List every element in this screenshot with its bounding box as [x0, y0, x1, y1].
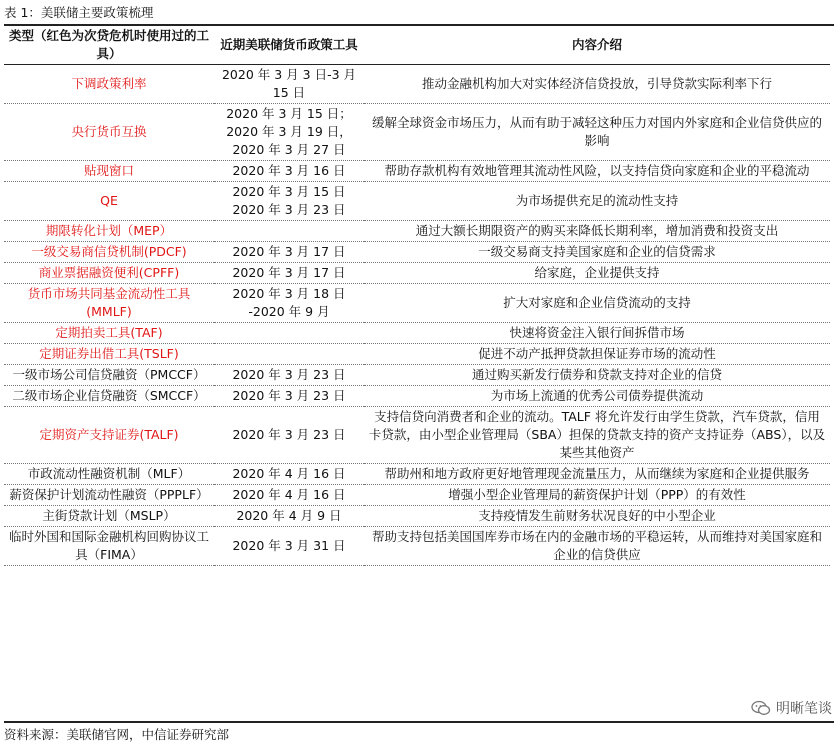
date-line: 2020 年 3 月 23 日	[232, 202, 346, 217]
source-note: 资料来源：美联储官网，中信证券研究部	[4, 727, 230, 742]
date-line: 2020 年 4 月 16 日	[232, 487, 346, 502]
table-header-row	[4, 26, 830, 65]
table-row	[4, 386, 830, 407]
cell-type: 定期证券出借工具(TSLF)	[4, 344, 214, 365]
date-line: 2020 年 4 月 16 日	[232, 466, 346, 481]
header-desc: 内容介绍	[364, 26, 830, 65]
watermark-text: 明晰笔谈	[776, 701, 832, 717]
date-line: 2020 年 3 月 23 日	[232, 388, 346, 403]
date-line: 2020 年 3 月 18 日	[232, 286, 346, 301]
date-line: 2020 年 3 月 19 日，	[226, 124, 352, 139]
cell-type: 期限转化计划（MEP）	[4, 221, 214, 242]
cell-type: 定期资产支持证券(TALF)	[4, 407, 214, 464]
cell-dates	[214, 344, 364, 365]
date-line: 2020 年 3 月 17 日	[232, 244, 346, 259]
cell-desc: 为市场提供充足的流动性支持	[364, 182, 830, 221]
header-type: 类型（红色为次贷危机时使用过的工具）	[4, 26, 214, 65]
watermark	[751, 698, 832, 718]
cell-desc: 帮助州和地方政府更好地管理现金流量压力，从而继续为家庭和企业提供服务	[364, 464, 830, 485]
table-row	[4, 464, 830, 485]
policy-table	[4, 26, 830, 566]
cell-desc: 帮助存款机构有效地管理其流动性风险，以支持信贷向家庭和企业的平稳流动	[364, 161, 830, 182]
cell-dates	[214, 65, 364, 104]
table-row	[4, 407, 830, 464]
cell-desc: 帮助支持包括美国国库券市场在内的金融市场的平稳运转，从而维持对美国家庭和企业的信贷供应	[364, 527, 830, 566]
table-row	[4, 506, 830, 527]
cell-desc: 通过大额长期限资产的购买来降低长期利率，增加消费和投资支出	[364, 221, 830, 242]
bottom-rule	[4, 721, 834, 723]
cell-desc: 增强小型企业管理局的薪资保护计划（PPP）的有效性	[364, 485, 830, 506]
cell-desc: 一级交易商支持美国家庭和企业的信贷需求	[364, 242, 830, 263]
table-row	[4, 284, 830, 323]
table-row	[4, 323, 830, 344]
wechat-icon	[751, 700, 771, 716]
cell-dates	[214, 485, 364, 506]
cell-type: 下调政策利率	[4, 65, 214, 104]
date-line: 2020 年 4 月 9 日	[236, 508, 342, 523]
cell-desc: 通过购买新发行债券和贷款支持对企业的信贷	[364, 365, 830, 386]
table-row	[4, 65, 830, 104]
table-row	[4, 221, 830, 242]
cell-dates	[214, 221, 364, 242]
cell-type: 市政流动性融资机制（MLF）	[4, 464, 214, 485]
cell-desc: 推动金融机构加大对实体经济信贷投放，引导贷款实际利率下行	[364, 65, 830, 104]
cell-dates	[214, 323, 364, 344]
cell-desc: 支持信贷向消费者和企业的流动。TALF 将允许发行由学生贷款，汽车贷款，信用卡贷款，由小型企业管理局（SBA）担保的贷款支持的资产支持证券（ABS），以及某些其他资产	[364, 407, 830, 464]
cell-desc: 扩大对家庭和企业信贷流动的支持	[364, 284, 830, 323]
cell-desc: 支持疫情发生前财务状况良好的中小型企业	[364, 506, 830, 527]
date-line: 15 日	[272, 85, 306, 100]
cell-type: 薪资保护计划流动性融资（PPPLF）	[4, 485, 214, 506]
cell-desc: 缓解全球资金市场压力，从而有助于减轻这种压力对国内外家庭和企业信贷供应的影响	[364, 104, 830, 161]
cell-type: 临时外国和国际金融机构回购协议工具（FIMA）	[4, 527, 214, 566]
date-line: 2020 年 3 月 17 日	[232, 265, 346, 280]
cell-dates	[214, 104, 364, 161]
cell-type: 定期拍卖工具(TAF)	[4, 323, 214, 344]
table-body	[4, 65, 830, 566]
cell-desc: 促进不动产抵押贷款担保证券市场的流动性	[364, 344, 830, 365]
table-row	[4, 365, 830, 386]
date-line: 2020 年 3 月 16 日	[232, 163, 346, 178]
table-row	[4, 527, 830, 566]
header-dates: 近期美联储货币政策工具	[214, 26, 364, 65]
cell-type: QE	[4, 182, 214, 221]
cell-type: 货币市场共同基金流动性工具(MMLF)	[4, 284, 214, 323]
date-line: 2020 年 3 月 27 日	[232, 142, 346, 157]
cell-dates	[214, 527, 364, 566]
table-row	[4, 242, 830, 263]
cell-dates	[214, 242, 364, 263]
cell-type: 一级市场公司信贷融资（PMCCF）	[4, 365, 214, 386]
cell-type: 商业票据融资便利(CPFF)	[4, 263, 214, 284]
date-line: 2020 年 3 月 15 日	[232, 184, 346, 199]
cell-dates	[214, 182, 364, 221]
cell-dates	[214, 365, 364, 386]
table-row	[4, 263, 830, 284]
table-caption: 表 1：美联储主要政策梳理	[4, 5, 154, 20]
date-line: -2020 年 9 月	[248, 304, 330, 319]
cell-dates	[214, 161, 364, 182]
cell-dates	[214, 386, 364, 407]
table-row	[4, 485, 830, 506]
table-row	[4, 161, 830, 182]
table-row	[4, 344, 830, 365]
cell-desc: 给家庭，企业提供支持	[364, 263, 830, 284]
cell-type: 一级交易商信贷机制(PDCF)	[4, 242, 214, 263]
date-line: 2020 年 3 月 31 日	[232, 538, 346, 553]
cell-dates	[214, 263, 364, 284]
date-line: 2020 年 3 月 15 日；	[226, 106, 352, 121]
cell-dates	[214, 407, 364, 464]
table-row	[4, 104, 830, 161]
cell-type: 央行货币互换	[4, 104, 214, 161]
cell-desc: 为市场上流通的优秀公司债券提供流动	[364, 386, 830, 407]
cell-dates	[214, 506, 364, 527]
cell-type: 二级市场企业信贷融资（SMCCF）	[4, 386, 214, 407]
date-line: 2020 年 3 月 23 日	[232, 427, 346, 442]
cell-dates	[214, 464, 364, 485]
date-line: 2020 年 3 月 3 日-3 月	[221, 67, 357, 82]
cell-dates	[214, 284, 364, 323]
cell-desc: 快速将资金注入银行间拆借市场	[364, 323, 830, 344]
date-line: 2020 年 3 月 23 日	[232, 367, 346, 382]
table-row	[4, 182, 830, 221]
cell-type: 贴现窗口	[4, 161, 214, 182]
cell-type: 主街贷款计划（MSLP）	[4, 506, 214, 527]
